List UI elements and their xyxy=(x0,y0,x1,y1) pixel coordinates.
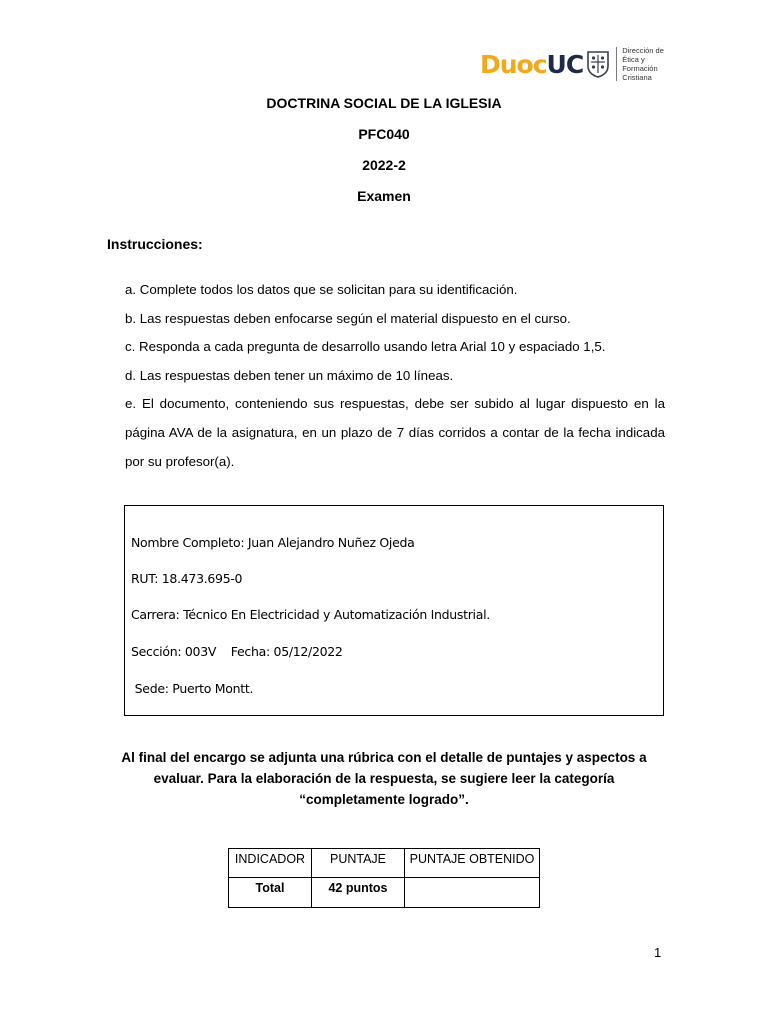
page-number: 1 xyxy=(654,945,662,960)
instruction-item: b. Las respuestas deben enfocarse según el material dispuesto en el curso. xyxy=(125,310,571,326)
course-title: DOCTRINA SOCIAL DE LA IGLESIA xyxy=(266,95,502,111)
instruction-item: c. Responda a cada pregunta de desarrollo usando letra Arial 10 y espaciado 1,5. xyxy=(125,339,606,355)
student-info-box xyxy=(124,505,664,716)
total-score-cell: 42 puntos xyxy=(312,878,405,908)
university-seal-icon xyxy=(585,49,611,79)
logo-brand-duoc: Duoc xyxy=(480,49,547,79)
column-header-indicator: INDICADOR xyxy=(229,849,312,878)
column-header-obtained-score: PUNTAJE OBTENIDO xyxy=(405,849,540,878)
instruction-item: d. Las respuestas deben tener un máximo de 10 líneas. xyxy=(125,367,454,383)
instruction-item: a. Complete todos los datos que se solicitan para su identificación. xyxy=(125,282,518,297)
logo-divider xyxy=(616,47,617,81)
duocuc-logo xyxy=(480,44,682,84)
logo-caption: Dirección de Ética y Formación Cristiana xyxy=(622,46,664,82)
student-campus: Sede: Puerto Montt. xyxy=(131,681,254,696)
obtained-score-cell xyxy=(405,878,540,908)
student-name: Nombre Completo: Juan Alejandro Nuñez Ojeda xyxy=(131,535,415,550)
score-table xyxy=(228,848,540,908)
rubric-note: Al final del encargo se adjunta una rúbrica con el detalle de puntajes y aspectos a evaluar. Para la elaboración de la respuesta, se sugiere leer la categoría “completamente logrado”. xyxy=(121,750,647,807)
table-row xyxy=(229,878,540,908)
instructions-heading: Instrucciones: xyxy=(107,236,203,252)
document-title-block xyxy=(0,93,768,217)
instruction-item: e. El documento, conteniendo sus respuestas, debe ser subido al lugar dispuesto en la página AVA de la asignatura, en un plazo de 7 días corridos a contar de la fecha indicada por su profesor(a). xyxy=(125,396,665,469)
instructions-list xyxy=(125,276,665,476)
table-header-row xyxy=(229,849,540,878)
logo-brand-uc: UC xyxy=(546,49,584,79)
student-section-date: Sección: 003V Fecha: 05/12/2022 xyxy=(131,644,343,659)
course-period: 2022-2 xyxy=(362,157,406,173)
student-rut: RUT: 18.473.695-0 xyxy=(131,571,243,586)
evaluation-type: Examen xyxy=(357,188,411,204)
total-label-cell: Total xyxy=(229,878,312,908)
course-code: PFC040 xyxy=(358,126,410,142)
student-career: Carrera: Técnico En Electricidad y Automatización Industrial. xyxy=(131,607,490,622)
column-header-score: PUNTAJE xyxy=(312,849,405,878)
